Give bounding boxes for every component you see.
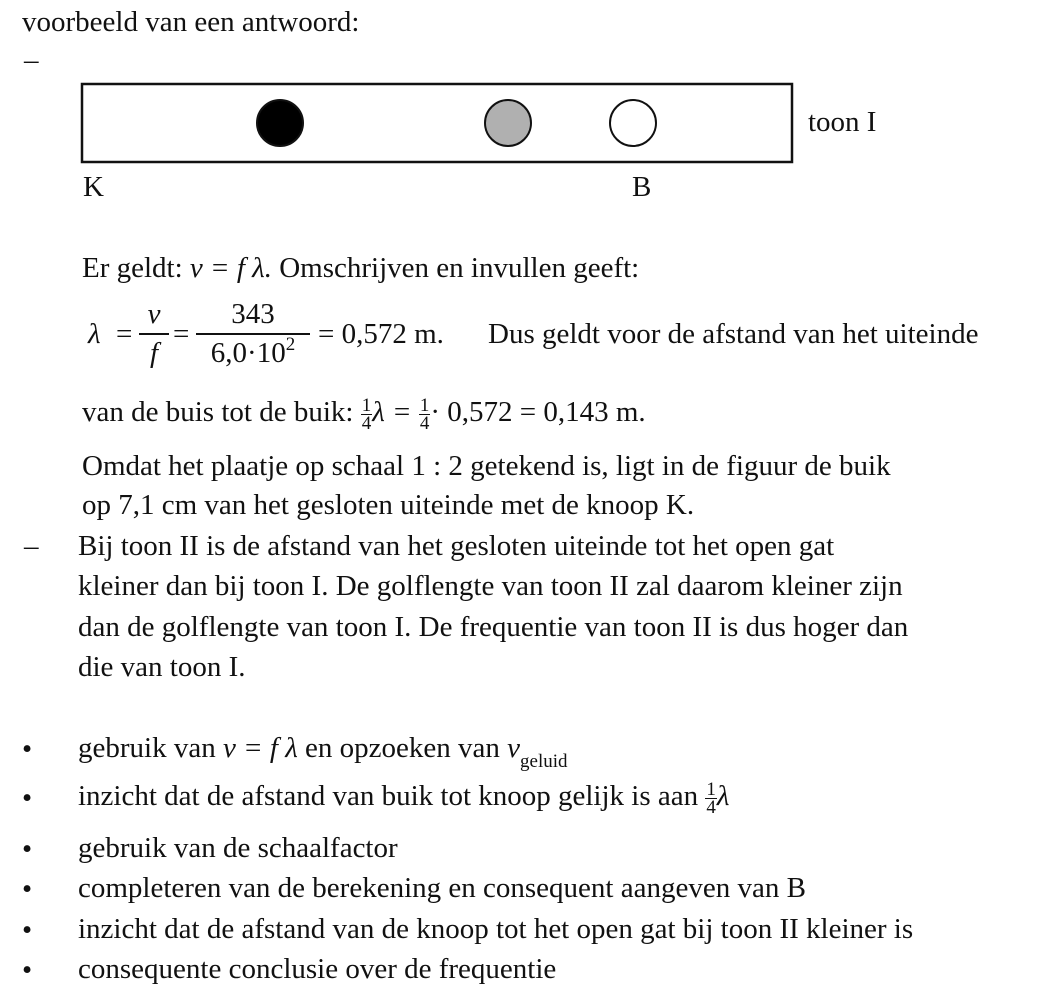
criterion-4: completeren van de berekening en consequent aangeven van B — [78, 872, 806, 904]
fraction-quarter: $\frac{1}{4}$ — [361, 394, 372, 434]
calc-intro-tail: Omschrijven en invullen geeft: — [279, 252, 640, 284]
equals-sign-2: = — [173, 318, 190, 350]
second-line-3: dan de golflengte van toon I. De frequentie van toon II is dus hoger dan — [78, 611, 909, 643]
calc-intro: Er geldt: — [82, 252, 183, 284]
label-b: B — [632, 171, 652, 203]
node-circle-grey — [485, 100, 531, 146]
lambda-result: = 0,572 m. — [318, 318, 444, 350]
calc-line-4: Omdat het plaatje op schaal 1 : 2 getekend is, ligt in de figuur de buik — [82, 450, 891, 482]
intro-heading: voorbeeld van een antwoord: — [22, 6, 360, 38]
criterion-6: consequente conclusie over de frequentie — [78, 953, 557, 985]
label-k: K — [83, 171, 104, 203]
fraction-343: 343 $6,0\cdot 10^2$ — [196, 298, 310, 370]
bullet-5: • — [22, 914, 33, 946]
lambda-symbol: λ — [88, 318, 101, 350]
calc-line-3: van de buis tot de buik: $\frac{1}{4}$ λ = $\frac{1}{4}$ · 0,572 = 0,143 m. — [82, 394, 646, 434]
fraction-quarter-2: $\frac{1}{4}$ — [419, 394, 430, 434]
second-line-2: kleiner dan bij toon I. De golflengte van toon II zal daarom kleiner zijn — [78, 570, 903, 602]
criterion-3: gebruik van de schaalfactor — [78, 832, 398, 864]
fraction-v-over-f: v f — [139, 298, 169, 370]
criterion-1: gebruik van v = f λ en opzoeken van $v_{geluid}$ — [78, 732, 568, 772]
bullet-2: • — [22, 782, 33, 814]
second-line-4: die van toon I. — [78, 651, 246, 683]
equals-sign-1: = — [116, 318, 133, 350]
node-circle-black — [257, 100, 303, 146]
bullet-6: • — [22, 954, 33, 986]
node-circle-white — [610, 100, 656, 146]
calc-line-2-tail: Dus geldt voor de afstand van het uiteinde — [488, 318, 979, 350]
formula-v-f-lambda: v = f λ. — [189, 252, 272, 284]
calc-line-5: op 7,1 cm van het gesloten uiteinde met de knoop K. — [82, 489, 695, 521]
second-line-1: Bij toon II is de afstand van het gesloten uiteinde tot het open gat — [78, 530, 835, 562]
calc-line-1 — [82, 252, 639, 285]
dash-marker-1: – — [24, 44, 39, 76]
tube-outline — [82, 84, 792, 162]
tone-label: toon I — [808, 106, 877, 138]
criterion-2: inzicht dat de afstand van buik tot knoop gelijk is aan $\frac{1}{4}$ λ — [78, 778, 730, 818]
criterion-5: inzicht dat de afstand van de knoop tot het open gat bij toon II kleiner is — [78, 913, 914, 945]
bullet-1: • — [22, 733, 33, 765]
bullet-3: • — [22, 833, 33, 865]
tube-figure — [0, 0, 1044, 230]
bullet-4: • — [22, 873, 33, 905]
dash-marker-2: – — [24, 530, 39, 562]
